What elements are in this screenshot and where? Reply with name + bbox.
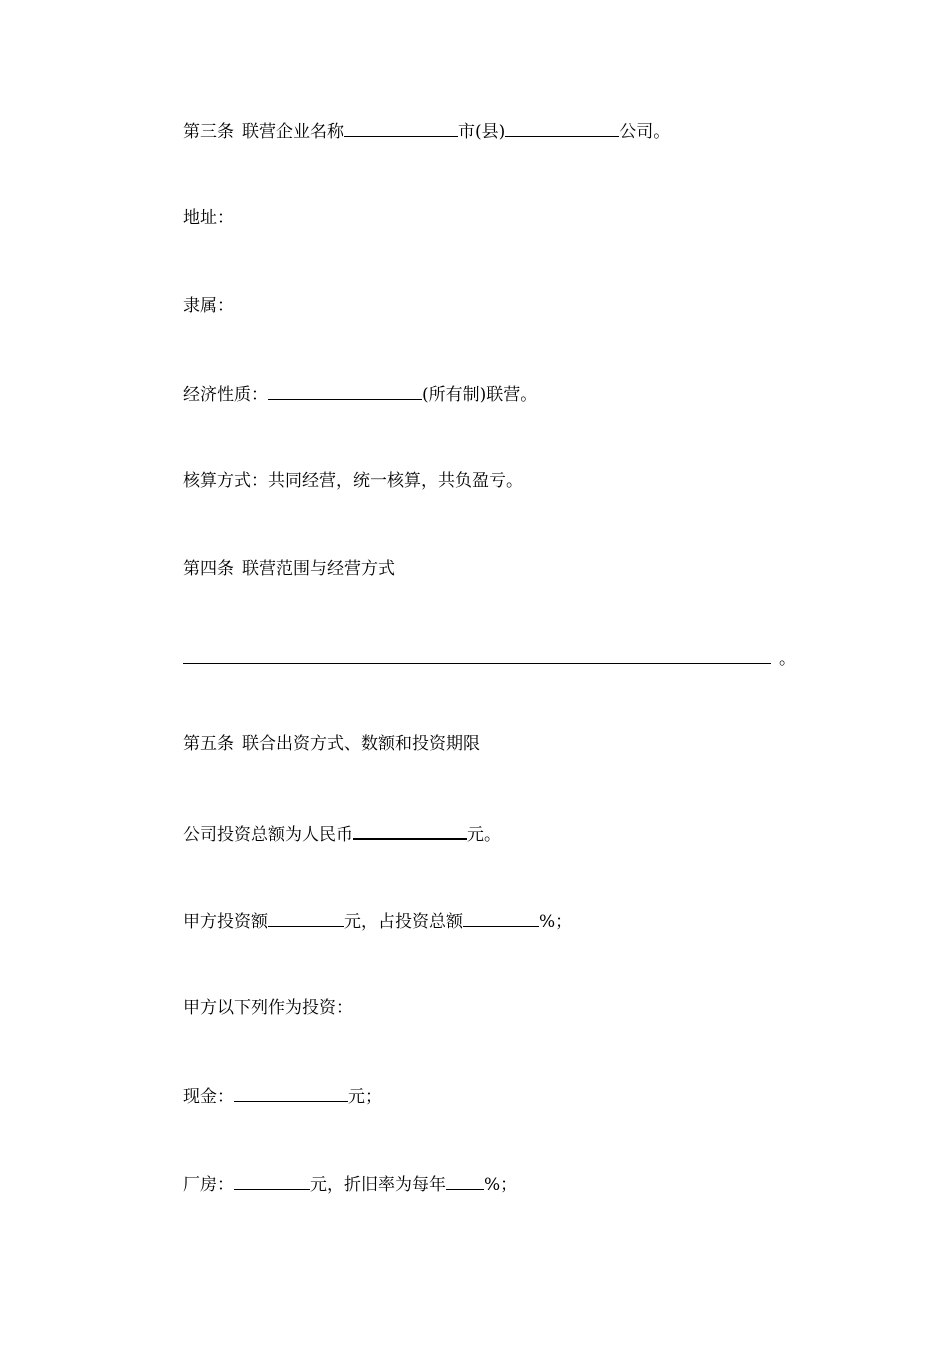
- label-yuan: 元；: [348, 1087, 382, 1107]
- text-accounting-method: 核算方式：共同经营，统一核算，共负盈亏。: [183, 471, 523, 491]
- cash-line: [183, 1083, 382, 1109]
- accounting-method-line: [183, 469, 523, 493]
- label-address: 地址：: [183, 208, 234, 228]
- text-party-a-items: 甲方以下列作为投资：: [183, 998, 353, 1018]
- blank-field-party-a-percent[interactable]: [463, 908, 539, 927]
- label-company: 公司。: [619, 122, 671, 142]
- label-yuan: 元。: [467, 825, 501, 845]
- affiliation-line: [183, 294, 234, 318]
- article-number: 第五条: [183, 734, 234, 754]
- factory-line: [183, 1171, 517, 1197]
- blank-field-factory-amount[interactable]: [234, 1171, 310, 1190]
- label-party-a-investment: 甲方投资额: [183, 912, 268, 932]
- label-percent: %；: [484, 1175, 518, 1195]
- label-share-of-total: 元，占投资总额: [344, 912, 463, 932]
- label-city-county: 市(县): [458, 122, 506, 142]
- business-scope-line: [183, 645, 796, 671]
- economic-nature-line: [183, 381, 537, 407]
- label-enterprise-name: 联营企业名称: [242, 122, 344, 142]
- article-number: 第四条: [183, 559, 234, 579]
- blank-field-party-a-amount[interactable]: [268, 908, 344, 927]
- period-mark: 。: [779, 649, 796, 669]
- blank-field-company[interactable]: [505, 118, 619, 137]
- party-a-investment-line: [183, 908, 572, 934]
- blank-field-depreciation-rate[interactable]: [446, 1171, 484, 1190]
- label-economic-nature: 经济性质：: [183, 385, 268, 405]
- blank-field-business-scope[interactable]: [183, 645, 771, 664]
- article-5-title: 联合出资方式、数额和投资期限: [242, 734, 480, 754]
- party-a-items-line: [183, 996, 353, 1020]
- label-total-investment: 公司投资总额为人民币: [183, 825, 353, 845]
- label-percent: %；: [539, 912, 573, 932]
- blank-field-city[interactable]: [344, 118, 458, 137]
- label-ownership-joint: (所有制)联营。: [422, 385, 538, 405]
- label-depreciation: 元，折旧率为每年: [310, 1175, 446, 1195]
- address-line: [183, 206, 234, 230]
- article-4-line: [183, 557, 395, 581]
- blank-field-ownership[interactable]: [268, 381, 422, 400]
- article-number: 第三条: [183, 122, 234, 142]
- total-investment-line: [183, 820, 501, 847]
- label-affiliation: 隶属：: [183, 296, 234, 316]
- label-cash: 现金：: [183, 1087, 234, 1107]
- article-5-line: [183, 732, 480, 756]
- blank-field-cash[interactable]: [234, 1083, 348, 1102]
- label-factory: 厂房：: [183, 1175, 234, 1195]
- article-3-line: [183, 118, 670, 144]
- article-4-title: 联营范围与经营方式: [242, 559, 395, 579]
- blank-field-total-investment[interactable]: [353, 820, 467, 840]
